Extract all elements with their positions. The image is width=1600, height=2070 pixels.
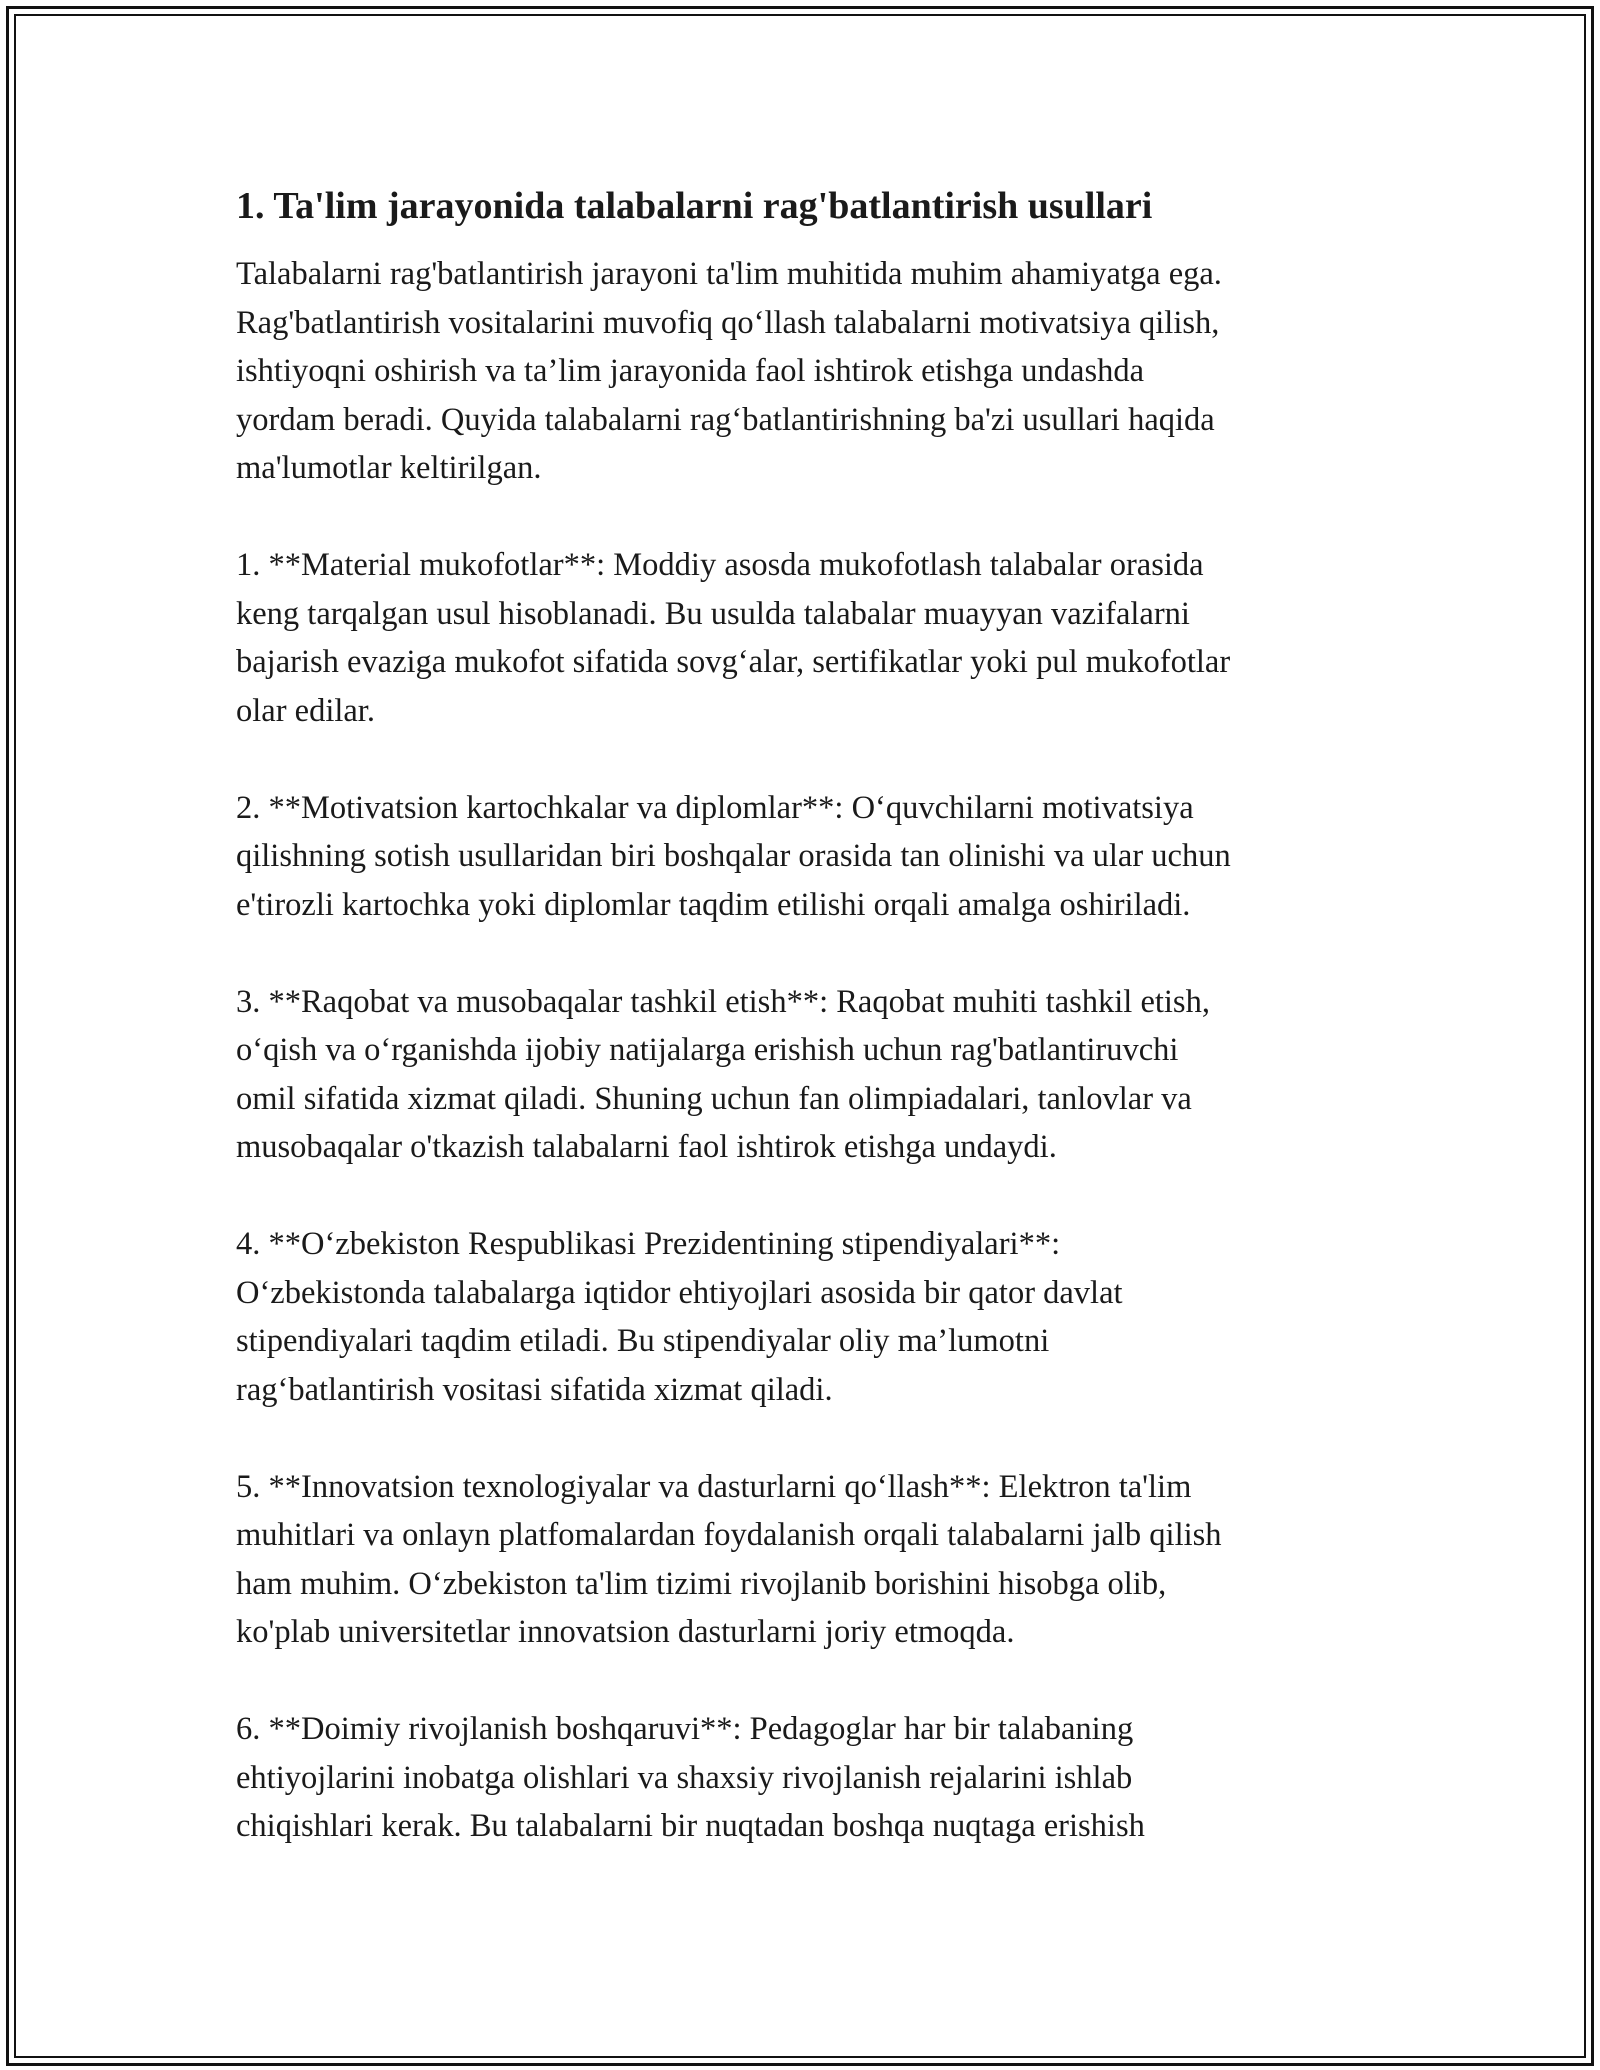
paragraph-line: rag‘batlantirish vositasi sifatida xizmat qiladi.: [236, 1371, 833, 1408]
paragraph-line: 2. **Motivatsion kartochkalar va diplomlar**: O‘quvchilarni motivatsiya: [236, 789, 1194, 826]
paragraph-line: yordam beradi. Quyida talabalarni rag‘batlantirishning ba'zi usullari haqida: [236, 401, 1215, 438]
paragraph-line: omil sifatida xizmat qiladi. Shuning uchun fan olimpiadalari, tanlovlar va: [236, 1080, 1192, 1117]
paragraph-line: Talabalarni rag'batlantirish jarayoni ta'lim muhitida muhim ahamiyatga ega.: [236, 256, 1222, 292]
list-item-motivational-cards: [236, 784, 1386, 930]
paragraph-line: 6. **Doimiy rivojlanish boshqaruvi**: Pedagoglar har bir talabaning: [236, 1711, 1134, 1747]
paragraph-line: chiqishlari kerak. Bu talabalarni bir nuqtadan boshqa nuqtaga erishish: [236, 1808, 1145, 1844]
paragraph-line: ko'plab universitetlar innovatsion dasturlarni joriy etmoqda.: [236, 1614, 1015, 1650]
list-item-material-rewards: [236, 541, 1386, 735]
paragraph-line: Rag'batlantirish vositalarini muvofiq qo‘llash talabalarni motivatsiya qilish,: [236, 304, 1220, 341]
paragraph-line: o‘qish va o‘rganishda ijobiy natijalarga erishish uchun rag'batlantiruvchi: [236, 1032, 1179, 1068]
paragraph-line: stipendiyalari taqdim etiladi. Bu stipendiyalar oliy ma’lumotni: [236, 1323, 1050, 1359]
document-title: 1. Ta'lim jarayonida talabalarni rag'batlantirish usullari: [236, 185, 1153, 227]
list-item-competitions: [236, 978, 1386, 1172]
paragraph-line: O‘zbekistonda talabalarga iqtidor ehtiyojlari asosida bir qator davlat: [236, 1274, 1123, 1311]
paragraph-line: ma'lumotlar keltirilgan.: [236, 450, 542, 486]
paragraph-line: bajarish evaziga mukofot sifatida sovg‘alar, sertifikatlar yoki pul mukofotlar: [236, 644, 1231, 680]
list-item-continuous-development: [236, 1705, 1386, 1851]
list-item-innovative-technologies: [236, 1463, 1386, 1657]
paragraph-line: qilishning sotish usullaridan biri boshqalar orasida tan olinishi va ular uchun: [236, 838, 1231, 874]
paragraph-line: e'tirozli kartochka yoki diplomlar taqdim etilishi orqali amalga oshiriladi.: [236, 886, 1191, 923]
document-body: [236, 182, 1386, 1899]
paragraph-line: ishtiyoqni oshirish va ta’lim jarayonida faol ishtirok etishga undashda: [236, 353, 1145, 389]
paragraph-line: keng tarqalgan usul hisoblanadi. Bu usulda talabalar muayyan vazifalarni: [236, 595, 1190, 632]
paragraph-line: 5. **Innovatsion texnologiyalar va dasturlarni qo‘llash**: Elektron ta'lim: [236, 1468, 1192, 1505]
paragraph-line: 1. **Material mukofotlar**: Moddiy asosda mukofotlash talabalar orasida: [236, 547, 1204, 583]
paragraph-line: musobaqalar o'tkazish talabalarni faol ishtirok etishga undaydi.: [236, 1129, 1057, 1165]
paragraph-line: ham muhim. O‘zbekiston ta'lim tizimi rivojlanib borishini hisobga olib,: [236, 1565, 1167, 1602]
paragraph-line: 4. **O‘zbekiston Respublikasi Prezidentining stipendiyalari**:: [236, 1226, 1061, 1262]
intro-paragraph: [236, 250, 1386, 493]
paragraph-line: olar edilar.: [236, 692, 375, 729]
paragraph-line: 3. **Raqobat va musobaqalar tashkil etish**: Raqobat muhiti tashkil etish,: [236, 983, 1210, 1020]
list-item-presidential-scholarships: [236, 1220, 1386, 1414]
paragraph-line: muhitlari va onlayn platfomalardan foydalanish orqali talabalarni jalb qilish: [236, 1517, 1222, 1553]
paragraph-line: ehtiyojlarini inobatga olishlari va shaxsiy rivojlanish rejalarini ishlab: [236, 1759, 1133, 1796]
